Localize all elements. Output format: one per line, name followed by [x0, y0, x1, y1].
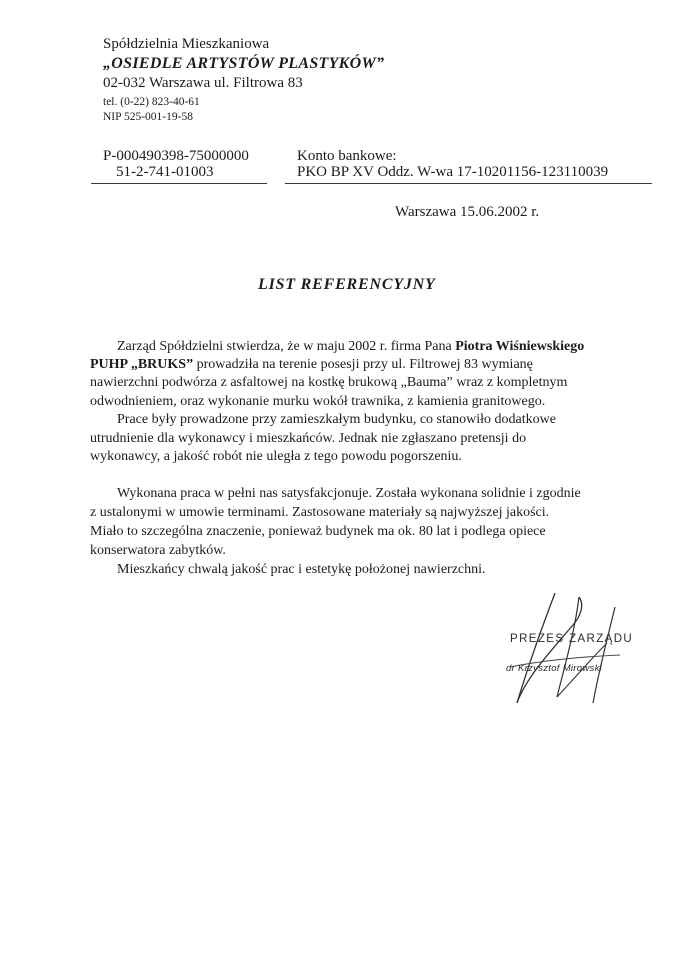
body-line-8: Wykonana praca w pełni nas satysfakcjonuje. Została wykonana solidnie i zgodnie: [117, 486, 581, 501]
bank-account-number: PKO BP XV Oddz. W-wa 17-10201156-123110039: [297, 164, 609, 180]
body-line-2: [90, 357, 533, 373]
body-line-9: z ustalonymi w umowie terminami. Zastosowane materiały są najwyższej jakości.: [90, 505, 550, 520]
regon-number: P-000490398-75000000: [103, 148, 249, 164]
company-name: PUHP „BRUKS”: [90, 357, 194, 372]
body-line-7: wykonawcy, a jakość robót nie uległa z tego powodu pogorszeniu.: [90, 449, 462, 464]
coop-nip: NIP 525-001-19-58: [103, 111, 193, 123]
body-line-10: Miało to szczególna znaczenie, ponieważ budynek ma ok. 80 lat i podlega opiece: [90, 524, 546, 539]
stamp-title: PREZES ZARZĄDU: [510, 633, 634, 645]
body-line-5: Prace były prowadzone przy zamieszkałym budynku, co stanowiło dodatkowe: [117, 412, 556, 427]
handwritten-signature: [495, 585, 635, 710]
body-line-12: Mieszkańcy chwalą jakość prac i estetykę położonej nawierzchni.: [117, 562, 486, 577]
letter-date: Warszawa 15.06.2002 r.: [395, 204, 540, 220]
body-line-6: utrudnienie dla wykonawcy i mieszkańców. Jednak nie zgłaszano pretensji do: [90, 431, 527, 446]
estate-name: „OSIEDLE ARTYSTÓW PLASTYKÓW”: [103, 55, 385, 72]
bank-account-label: Konto bankowe:: [297, 148, 397, 164]
body-line-4: odwodnieniem, oraz wykonanie murku wokół trawnika, z kamienia granitowego.: [90, 394, 546, 409]
registry-number: 51-2-741-01003: [116, 164, 214, 180]
contractor-name: Piotra Wiśniewskiego: [455, 339, 585, 354]
body-text: prowadziła na terenie posesji przy ul. Filtrowej 83 wymianę: [193, 357, 533, 372]
body-text: Zarząd Spółdzielni stwierdza, że w maju 2002 r. firma Pana: [117, 339, 456, 354]
body-line-1: [117, 339, 584, 355]
body-line-11: konserwatora zabytków.: [90, 543, 226, 558]
coop-address: 02-032 Warszawa ul. Filtrowa 83: [103, 75, 303, 91]
coop-name: Spółdzielnia Mieszkaniowa: [103, 36, 270, 52]
stamp-name: dr Krzysztof Mirowski: [506, 663, 603, 674]
body-line-3: nawierzchni podwórza z asfaltowej na kostkę brukową „Bauma” wraz z kompletnym: [90, 375, 568, 390]
coop-phone: tel. (0-22) 823-40-61: [103, 96, 200, 108]
header-divider-left: [91, 183, 267, 184]
letter-title: LIST REFERENCYJNY: [258, 276, 436, 293]
header-divider-right: [285, 183, 652, 184]
